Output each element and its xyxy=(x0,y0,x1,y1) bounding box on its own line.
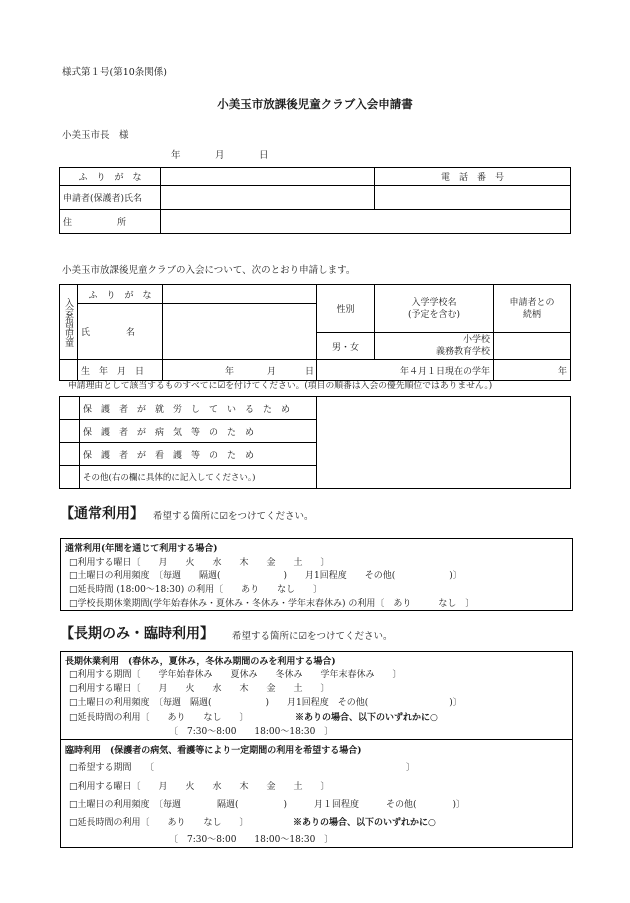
birth-month-label: 月 xyxy=(267,367,277,377)
date-month-label: 月 xyxy=(215,150,225,161)
longterm-extended-line[interactable]: □延長時間の利用〔 あり なし 〕 xyxy=(69,713,249,723)
temporary-emphasis: ※ありの場合、以下のいずれかに○ xyxy=(293,818,436,828)
normal-saturday-line[interactable]: □土曜日の利用頻度 〔毎週 隔週( ) 月1回程度 その他( )〕 xyxy=(69,571,462,581)
phone-field[interactable] xyxy=(375,186,571,210)
temporary-weekdays-line[interactable]: □利用する曜日〔 月 火 水 木 金 土 〕 xyxy=(69,782,330,792)
intro-text: 小美玉市放課後児童クラブの入会について、次のとおり申請します。 xyxy=(62,265,356,276)
normal-note: 希望する箇所に☑をつけてください。 xyxy=(153,511,314,522)
longterm-time-options[interactable]: 〔 7:30～8:00 18:00～18:30 〕 xyxy=(169,727,334,737)
applicant-name-label: 申請者(保護者)氏名 xyxy=(60,186,161,210)
normal-weekdays-line[interactable]: □利用する曜日〔 月 火 水 木 金 土 〕 xyxy=(69,558,330,568)
reason-label: 保 護 者 が 就 労 し て い る た め xyxy=(80,397,317,420)
temporary-saturday-line[interactable]: □土曜日の利用頻度 〔毎週 隔週( ) 月１回程度 その他( )〕 xyxy=(69,800,466,810)
school-value-1: 小学校 xyxy=(462,335,490,345)
grade-label: 年４月１日現在の学年 xyxy=(317,360,494,381)
school-value-cell[interactable] xyxy=(375,333,494,360)
reason-checkbox[interactable] xyxy=(60,420,80,443)
child-table xyxy=(59,284,571,381)
birth-label: 生 年 月 日 xyxy=(78,360,163,381)
child-side-cell xyxy=(60,285,78,360)
longterm-note: 希望する箇所に☑をつけてください。 xyxy=(232,631,393,642)
form-number: 様式第１号(第10条関係) xyxy=(62,67,168,78)
normal-extended-line[interactable]: □延長時間 (18:00～18:30) の利用〔 あり なし 〕 xyxy=(69,585,323,595)
longterm-weekdays-line[interactable]: □利用する曜日〔 月 火 水 木 金 土 〕 xyxy=(69,684,330,694)
gender-label: 性別 xyxy=(317,285,375,333)
applicant-name-field[interactable] xyxy=(161,186,375,210)
child-side-label: 入会希望児童 xyxy=(63,298,73,346)
address-field[interactable] xyxy=(161,210,571,234)
reasons-table xyxy=(59,396,571,489)
addressee: 小美玉市長 様 xyxy=(62,130,129,141)
reason-checkbox[interactable] xyxy=(60,443,80,466)
date-year-label: 年 xyxy=(171,150,181,161)
longterm-saturday-line[interactable]: □土曜日の利用頻度 〔毎週 隔週( ) 月1回程度 その他( )〕 xyxy=(69,698,462,708)
school-value-2: 義務教育学校 xyxy=(435,347,490,357)
relation-label-cell xyxy=(494,285,571,333)
child-furigana-field[interactable] xyxy=(163,285,317,304)
normal-vacation-line[interactable]: □学校長期休業期間(学年始春休み・夏休み・冬休み・学年末春休み) の利用〔 あり なし 〕 xyxy=(69,599,475,609)
reason-label: 保 護 者 が 病 気 等 の た め xyxy=(80,420,317,443)
reason-checkbox[interactable] xyxy=(60,397,80,420)
normal-box-title: 通常利用(年間を通じて利用する場合) xyxy=(65,544,218,554)
relation-field[interactable] xyxy=(494,333,571,360)
temporary-time-options[interactable]: 〔 7:30～8:00 18:00～18:30 〕 xyxy=(169,835,334,845)
reason-label: その他(右の欄に具体的に記入してください。) xyxy=(80,466,317,489)
longterm-box xyxy=(60,651,573,740)
phone-label: 電 話 番 号 xyxy=(375,168,571,186)
longterm-box-title: 長期休業利用 (春休み，夏休み，冬休み期間のみを利用する場合) xyxy=(65,657,336,667)
school-label-1: 入学学校名 xyxy=(411,297,457,308)
normal-heading: 【通常利用】 xyxy=(60,506,144,522)
reason-note: 申請理由として該当するものすべてに☑を付けてください。(項目の順番は入会の優先順位ではありません。) xyxy=(68,381,493,391)
reason-detail-field[interactable] xyxy=(317,397,571,489)
school-label-cell xyxy=(375,285,494,333)
temporary-period-line[interactable]: □希望する期間 〔 〕 xyxy=(69,763,416,773)
grade-value[interactable]: 年 xyxy=(494,360,571,381)
longterm-period-line[interactable]: □利用する期間〔 学年始春休み 夏休み 冬休み 学年末春休み 〕 xyxy=(69,670,402,680)
child-name-field[interactable] xyxy=(163,304,317,360)
gender-value[interactable]: 男・女 xyxy=(317,333,375,360)
page-title: 小美玉市放課後児童クラブ入会申請書 xyxy=(217,97,413,111)
relation-label-1: 申請者との xyxy=(509,297,555,308)
longterm-emphasis: ※ありの場合、以下のいずれかに○ xyxy=(295,713,438,723)
temporary-box-title: 臨時利用 (保護者の病気、看護等により一定期間の利用を希望する場合) xyxy=(65,746,362,756)
applicant-table xyxy=(59,167,571,234)
address-label: 住 所 xyxy=(60,210,161,234)
reason-label: 保 護 者 が 看 護 等 の た め xyxy=(80,443,317,466)
relation-label-2: 続柄 xyxy=(522,309,541,320)
applicant-furigana-label: ふ り が な xyxy=(60,168,161,186)
school-label-2: (予定を含む) xyxy=(407,309,461,320)
applicant-furigana-field[interactable] xyxy=(161,168,375,186)
birth-day-label: 日 xyxy=(305,367,315,377)
child-furigana-label: ふ り が な xyxy=(78,285,163,304)
normal-box xyxy=(60,538,573,611)
longterm-heading: 【長期のみ・臨時利用】 xyxy=(60,626,214,642)
temporary-extended-line[interactable]: □延長時間の利用〔 あり なし 〕 xyxy=(69,818,249,828)
date-day-label: 日 xyxy=(259,150,269,161)
temporary-box xyxy=(60,740,573,848)
child-name-label: 氏 名 xyxy=(78,304,163,360)
reason-checkbox[interactable] xyxy=(60,466,80,489)
birth-year-label: 年 xyxy=(225,367,235,377)
